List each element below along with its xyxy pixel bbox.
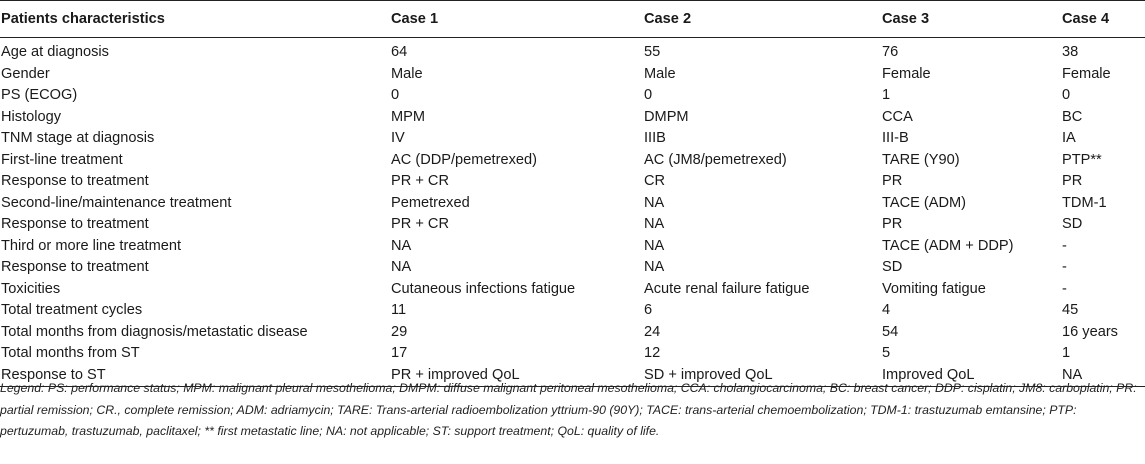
table-header (0, 1, 1145, 38)
row-label: Second-line/maintenance treatment (1, 194, 232, 211)
case-4-cell: TDM-1 (1062, 194, 1107, 211)
case-1-cell: Pemetrexed (391, 194, 470, 211)
case-2-cell: SD + improved QoL (643, 365, 881, 387)
case-2-cell: NA (644, 194, 665, 211)
row-label: Response to treatment (1, 259, 149, 276)
case-1-cell: PR + CR (391, 216, 449, 233)
row-label: Age at diagnosis (1, 44, 109, 61)
case-2-cell: CR (644, 173, 666, 190)
case-3-cell: TACE (ADM) (882, 194, 967, 211)
case-4-cell: PTP** (1062, 151, 1102, 168)
case-3-cell: PR (882, 173, 903, 190)
row-label: Response to treatment (1, 173, 149, 190)
table-legend: Legend: PS: performance status; MPM: malignant pleural mesothelioma; DMPM: diffuse malignant peritoneal mesothelioma; CCA: cholangiocarcinoma; BC: breast cancer; DDP: cisplatin; JM8: carboplatin; PR: partial remission; CR., complete remission; ADM: adriamycin; TARE: Trans-arterial radioembolization yttrium-90 (90Y); TACE: trans-arterial chemoembolization; TDM-1: trastuzumab emtansine; PTP: pertuzumab, trastuzumab, paclitaxel; ** first metastatic line; NA: not applicable; ST: support treatment; QoL: quality of life. (0, 381, 1137, 438)
case-2-cell: NA (644, 259, 665, 276)
case-2-cell: IIIB (644, 130, 666, 147)
case-4-cell: 1 (1062, 345, 1071, 362)
case-1-cell: 29 (391, 323, 408, 340)
case-2-cell: AC (JM8/pemetrexed) (644, 151, 787, 168)
case-4-cell: Female (1062, 65, 1111, 82)
case-4-cell: 45 (1062, 302, 1079, 319)
case-1-cell: NA (391, 237, 412, 254)
table-row (0, 128, 1145, 150)
header-case-4: Case 4 (1061, 1, 1145, 38)
case-1-cell: AC (DDP/pemetrexed) (391, 151, 537, 168)
row-label: Gender (1, 65, 50, 82)
case-1-cell: Male (391, 65, 423, 82)
header-patients-characteristics: Patients characteristics (0, 1, 390, 38)
case-4-cell: IA (1062, 130, 1076, 147)
case-3-cell: CCA (882, 108, 913, 125)
case-1-cell: IV (391, 130, 405, 147)
table-row (0, 257, 1145, 279)
table-row (0, 171, 1145, 193)
case-4-cell: 0 (1062, 87, 1071, 104)
case-1-cell: 0 (391, 87, 400, 104)
table-row (0, 343, 1145, 365)
case-3-cell: 4 (882, 302, 891, 319)
case-2-cell: 12 (644, 345, 661, 362)
case-3-cell: Improved QoL (881, 365, 1061, 387)
table-row (0, 279, 1145, 301)
case-3-cell: 54 (882, 323, 899, 340)
header-case-1: Case 1 (390, 1, 643, 38)
row-label: Toxicities (1, 280, 61, 297)
case-2-cell: NA (644, 237, 665, 254)
case-4-cell: NA (1061, 365, 1145, 387)
table-row (0, 150, 1145, 172)
table-body (0, 38, 1145, 387)
table-row (0, 214, 1145, 236)
case-4-cell: 38 (1062, 44, 1079, 61)
row-label: Response to ST (0, 365, 390, 387)
case-3-cell: 5 (882, 345, 891, 362)
case-3-cell: 1 (882, 87, 891, 104)
table-row (0, 85, 1145, 107)
case-2-cell: DMPM (644, 108, 689, 125)
header-row (0, 1, 1145, 38)
case-2-cell: Acute renal failure fatigue (644, 280, 810, 297)
row-label: First-line treatment (1, 151, 123, 168)
table-row (0, 64, 1145, 86)
table-row (0, 300, 1145, 322)
case-1-cell: Cutaneous infections fatigue (391, 280, 576, 297)
row-label: TNM stage at diagnosis (1, 130, 155, 147)
case-2-cell: Male (644, 65, 676, 82)
table-row (0, 193, 1145, 215)
row-label: Total months from ST (1, 345, 140, 362)
row-label: Histology (1, 108, 62, 125)
row-label: Total months from diagnosis/metastatic disease (1, 323, 308, 340)
row-label: Response to treatment (1, 216, 149, 233)
case-3-cell: TARE (Y90) (882, 151, 960, 168)
header-case-2: Case 2 (643, 1, 881, 38)
case-3-cell: PR (882, 216, 903, 233)
case-1-cell: PR + CR (391, 173, 449, 190)
case-1-cell: NA (391, 259, 412, 276)
case-3-cell: SD (882, 259, 903, 276)
case-4-cell: BC (1062, 108, 1083, 125)
case-3-cell: III-B (882, 130, 909, 147)
table-row (0, 322, 1145, 344)
case-4-cell: PR (1062, 173, 1083, 190)
case-1-cell: 64 (391, 44, 408, 61)
case-2-cell: 24 (644, 323, 661, 340)
case-4-cell: - (1062, 237, 1067, 254)
case-3-cell: 76 (882, 44, 899, 61)
case-4-cell: SD (1062, 216, 1083, 233)
header-case-3: Case 3 (881, 1, 1061, 38)
case-1-cell: PR + improved QoL (390, 365, 643, 387)
case-4-cell: - (1062, 259, 1067, 276)
table-row (0, 38, 1145, 64)
row-label: PS (ECOG) (1, 87, 78, 104)
case-2-cell: 0 (644, 87, 653, 104)
case-1-cell: 11 (391, 302, 407, 319)
case-3-cell: Vomiting fatigue (882, 280, 986, 297)
table-row (0, 107, 1145, 129)
case-2-cell: 6 (644, 302, 653, 319)
table-row (0, 236, 1145, 258)
case-4-cell: - (1062, 280, 1067, 297)
case-1-cell: 17 (391, 345, 408, 362)
case-2-cell: NA (644, 216, 665, 233)
case-1-cell: MPM (391, 108, 426, 125)
case-3-cell: TACE (ADM + DDP) (882, 237, 1014, 254)
case-4-cell: 16 years (1062, 323, 1118, 340)
row-label: Total treatment cycles (1, 302, 143, 319)
row-label: Third or more line treatment (1, 237, 182, 254)
case-3-cell: Female (882, 65, 931, 82)
case-2-cell: 55 (644, 44, 661, 61)
